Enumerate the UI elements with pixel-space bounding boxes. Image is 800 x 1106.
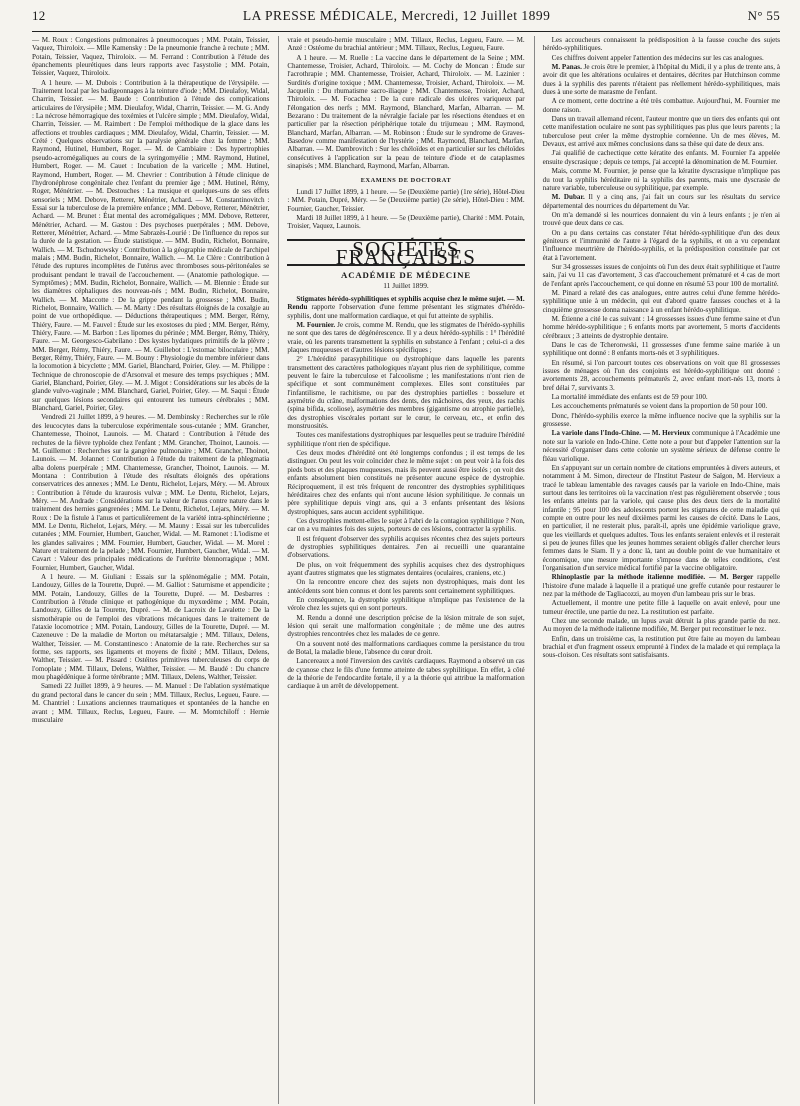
paragraph-text: Je crois être le premier, à l'hôpital du Midi, il y a plus de trente ans, à avoir dit que les altérations oculaires et dentaires, décrites par Hutchinson comme dues à la syphilis des parents n'étaient pas réellement hérédo-syphilitiques, mais dues à une sorte de marasme de l'enfant. bbox=[542, 63, 780, 97]
paragraph: A ce moment, cette doctrine a été très combattue. Aujourd'hui, M. Fournier me donne raison. bbox=[542, 97, 780, 114]
paragraph: M. Pinard a relaté des cas analogues, entre autres celui d'une femme hérédo-syphilitique unie à un médecin, qui eut d'abord quatre fausses couches et à la cinquième grossesse donna naissance à un enfant hérédo-syphilitique. bbox=[542, 288, 780, 314]
paragraph: — M. Roux : Congestions pulmonaires à pneumocoques ; MM. Potain, Teissier, Vaquez, Thiroloix. — Mlle Kamensky : De la pneumonie franche à rechute ; MM. Potain, Teissier, Vaquez, Thiroloix. — M. Ferrand : Contribution à l'étude des épanchements pleurétiques dans leurs rapports avec l'asystolie ; MM. Potain, Teissier, Vaquez, Thiroloix. bbox=[32, 36, 270, 78]
paragraph: M. Rendu a donné une description précise de la lésion mitrale de son sujet, lésion qui serait une malformation congénitale ; de même une des autres dystrophies rencontrées chez les malades de ce genre. bbox=[287, 613, 525, 639]
paragraph-text: rappelle l'histoire d'une malade à laquelle il a pratiqué une greffe cutanée pour restaurer le nez par la méthode de Tagliacozzi, au moyen d'un lambeau pris sur le bras. bbox=[542, 573, 780, 598]
paragraph: En conséquence, la dystrophie syphilitique n'implique pas l'existence de la vérole chez les sujets qui en sont porteurs. bbox=[287, 595, 525, 613]
paragraph: On la rencontre encore chez des sujets non dystrophiques, mais dont les antécédents sont bien connus et dont les parents sont certainement syphilitiques. bbox=[287, 578, 525, 595]
issue-number: N° 55 bbox=[747, 8, 780, 23]
section-title: SOCIÉTÉS FRANÇAISES bbox=[335, 236, 477, 269]
paragraph: Samedi 22 Juillet 1899, à 9 heures. — M. Manuel : De l'ablation systématique du grand pectoral dans le cancer du sein ; MM. Tillaux, Reclus, Legueu, Faure. — M. Chantriel : Luxations anciennes traumatiques et spontanées de la hanche en avant ; MM. Tillaux, Reclus, Legueu, Faure. — M. Momtchiloff : Hernie musculaire bbox=[32, 682, 270, 724]
paragraph: Chez une seconde malade, un lupus avait détruit la plus grande partie du nez. Au moyen de la méthode italienne modifiée, M. Berger put reconstituer le nez. bbox=[542, 617, 780, 634]
speaker-name: M. Dubar. bbox=[551, 193, 585, 202]
exam-section bbox=[287, 177, 524, 231]
paragraph: A 1 heure. — M. Giuliani : Essais sur la splénomégalie ; MM. Potain, Landouzy, Gilles de la Tourette, Dupré. — M. Galliot : Saturnisme et appendicite ; MM. Potain, Landouzy, Gilles de la Tourette, Dupré. — M. Desbarres : Contribution à l'étude clinique et pathogénique du myxœdème ; MM. Potain, Landouzy, Gilles de la Tourette, Dupré. — M. de Lacroix de Lavalette : De la sismothérapie ou de l'emploi des vibrations mécaniques dans le traitement de l'ataxie locomotrice ; MM. Potain, Landouzy, Gilles de la Tourette, Dupré. — M. Cazeneuve : De la maladie de Morton ou métatarsalgie ; MM. Tillaux, Delens, Walther, Teissier. — M. Constantinesco : Anatomie de la rate. Recherches sur sa forme, ses rapports, ses ligaments et moyens de fixité ; MM. Tillaux, Delens, Walther, Teissier. — M. Pissard : Ostéites primitives tuberculeuses du corps de l'omoplate ; MM. Tillaux, Delens, Walther, Teissier. — M. Baudé : Du chancre mou phagédénique à forme térébrante ; MM. Tillaux, Delens, Walther, Teissier. bbox=[32, 573, 270, 682]
paragraph: Les accoucheurs connaissent la prédisposition à la fausse couche des sujets hérédo-syphilitiques. bbox=[542, 36, 780, 53]
speaker-name: — M. Hervieux bbox=[641, 429, 691, 438]
section-heading: EXAMENS DE DOCTORAT bbox=[360, 176, 452, 184]
publication-title: LA PRESSE MÉDICALE, Mercredi, 12 Juillet 1899 bbox=[242, 8, 551, 23]
text-columns bbox=[32, 36, 780, 1104]
paragraph: On a pu dans certains cas constater l'état hérédo-syphilitique d'un des deux géniteurs et l'immunité de l'autre à l'égard de la syphilis, et on a vu cependant l'influence meurtrière de l'hérédo-syphilis, et la prédisposition constituée par cet état à l'avortement. bbox=[542, 228, 780, 262]
paragraph: Les accouchements prématurés se voient dans la proportion de 50 pour 100. bbox=[551, 402, 768, 411]
paragraph: Donc, l'hérédo-syphilis exerce la même influence nocive que la syphilis sur la grossesse. bbox=[542, 411, 780, 429]
speaker-name: M. Panas. bbox=[551, 63, 582, 72]
paragraph bbox=[543, 193, 780, 210]
paragraph: A 1 heure. — M. Ruelle : La vaccine dans le département de la Seine ; MM. Chantemesse, Troisier, Achard, Thiroloix. — M. Cochy de Moncan : Étude sur l'acrothrapie ; MM. Chantemesse, Troisier, Achard, Thiroloix. — M. Lazinier : Surdités d'origine toxique ; MM. Chantemesse, Troisier, Achard, Thiroloix. — M. Jacquelin : Du rhumatisme sacro-iliaque ; MM. Chantemesse, Troisier, Achard, Thiroloix. — M. Focachea : De la cure radicale des ulcères variqueux par l'élongation des nerfs ; MM. Raymond, Blanchard, Marfan, Albarran. — M. Bezarano : Du traitement de la névralgie faciale par les résections étendues et en particulier par la résection périphérique totale du trijumeau ; MM. Raymond, Blanchard, Marfan, Albarran. — M. Robinson : Étude sur le syndrome de Graves-Basedow comme manifestation de l'hystérie ; MM. Raymond, Blanchard, Marfan, Albarran. — M. Dambrovitch : Sur les chéloïdes et en particulier sur les chéloïdes consécutives à l'application sur la peau de teinture d'iode et de cataplasmes sinapisés ; MM. Blanchard, Raymond, Marfan, Albarran. bbox=[287, 53, 525, 171]
paragraph bbox=[543, 429, 780, 462]
section-title-box bbox=[287, 236, 524, 269]
paragraph: Mardi 18 Juillet 1899, à 1 heure. — 5e (Deuxième partie), Charité : MM. Potain, Troisier, Vaquez, Launois. bbox=[287, 213, 525, 231]
column-3 bbox=[534, 36, 780, 1104]
paragraph-text: Je crois, comme M. Rendu, que les stigmates de l'hérédo-syphilis ne sont que des tares de dégénérescence. Il y a deux hérédo-syphilis : 1° l'hérédité vraie, où les parents transmettent la syphilis en substance à l'enfant ; celui-ci a des plaques muqueuses et d'autres lésions spécifiques ; bbox=[287, 320, 525, 354]
column-1 bbox=[32, 36, 269, 1104]
paragraph-text: communique à l'Académie une note sur la variole en Indo-Chine. Cette note a pour but d'appeler l'attention sur la nécessité d'organiser dans cette colonie un système sérieux de défense contre le fléau variolique. bbox=[542, 429, 780, 463]
paragraph: Ces chiffres doivent appeler l'attention des médecins sur les cas analogues. bbox=[551, 53, 764, 62]
paragraph: Actuellement, il montre une petite fille à laquelle on avait enlevé, pour une tumeur érectile, une partie du nez. La restitution est parfaite. bbox=[542, 599, 780, 616]
paragraph: Toutes ces manifestations dystrophiques par lesquelles peut se traduire l'hérédité syphilitique n'ont rien de spécifique. bbox=[287, 431, 525, 448]
page-header bbox=[32, 8, 780, 30]
paragraph: On m'a demandé si les nourrices donnaient du vin à leurs enfants ; je n'en ai trouvé que deux dans ce cas. bbox=[542, 210, 780, 228]
paragraph: Dans le cas de Tcheronwski, 11 grossesses d'une femme saine mariée à un syphilitique ont donné : 8 enfants morts-nés et 3 syphilitiques. bbox=[542, 341, 780, 358]
column-2 bbox=[278, 36, 524, 1104]
academy-heading: ACADÉMIE DE MÉDECINE bbox=[341, 270, 471, 281]
paragraph: De plus, on voit fréquemment des syphilis acquises chez des dystrophiques ayant d'autres stigmates que les stigmates dentaires (oculaires, craniens, etc.) bbox=[287, 560, 525, 577]
paragraph: M. Étienne a cité le cas suivant : 14 grossesses issues d'une femme saine et d'un homme hérédo-syphilitique ; 6 enfants morts par avortement, 5 morts d'accidents cérébraux ; 3 atteints de dystrophie dentaire. bbox=[542, 315, 780, 340]
paragraph: En résumé, si l'on parcourt toutes ces observations on voit que 81 grossesses issues de ménages où l'un des conjoints est hérédo-syphilitique ont donné : avortements 28, accouchements prématurés 2, avec enfant mort-nés 13, morts à bref délai 7, survivants 3. bbox=[542, 358, 780, 392]
paragraph: Dans un travail allemand récent, l'auteur montre que un tiers des enfants qui ont cette manifestation oculaire ne sont pas syphilitiques pas plus que leurs parents ; la tuberculose peut créer la même dystrophie cornéenne. Un de mes élèves, M. Devaux, est arrivé aux mêmes conclusions dans sa thèse qui date de deux ans. bbox=[542, 115, 780, 149]
speaker-name: M. Fournier. bbox=[296, 320, 336, 329]
article-title: Rhinoplastie par la méthode italienne modifiée. bbox=[551, 573, 706, 582]
paragraph bbox=[543, 573, 780, 598]
header-rule bbox=[32, 31, 780, 32]
paragraph-text: Il y a cinq ans, j'ai fait un cours sur les résultats du service départemental des nourrices du département du Var. bbox=[542, 193, 780, 210]
paragraph: vraie et pseudo-hernie musculaire ; MM. Tillaux, Reclus, Legueu, Faure. — M. Anzé : Ostéome du brachial antérieur ; MM. Tillaux, Reclus, Legueu, Faure. bbox=[287, 36, 525, 53]
paragraph: Vendredi 21 Juillet 1899, à 9 heures. — M. Dembinsky : Recherches sur le rôle des leucocytes dans la tuberculose expérimentale sous-cutanée ; MM. Grancher, Chantemesse, Thoinot, Launois. — M. Chatard : Contribution à l'étude des rechutes de la fièvre typhoïde chez l'enfant ; MM. Grancher, Thoinot, Launois. — M. Guillemot : Recherches sur la gangrène pulmonaire ; MM. Grancher, Thoinot, Launois. — M. Jolannet : Contribution à l'étude du traitement de la phlegmatia alba dolens puerpérale ; MM. Chantemesse, Grancher, Thoinot, Launois. — M. Montana : Contribution à l'étude des résultats éloignés des opérations conservatrices des annexes ; MM. Le Dentu, Richelot, Lejars, Méry. — M. Abroux : Contribution à l'étude du kraurosis vulvæ ; MM. Le Dentu, Richelot, Lejars, Méry. — M. Andrade : Considérations sur la valeur de l'anus contre nature dans le traitement des hernies gangrenées ; MM. Le Dentu, Richelot, Lejars, Méry. — M. Roux : De la fistule à l'anus et particulièrement de la variété intra-sphinctérienne ; MM. Le Dentu, Richelot, Lejars, Méry. — M. Mauny : Essai sur les tuberculides cutanées ; MM. Fournier, Humbert, Gaucher, Widal. — M. Ramonet : L'iodisme et les glandes salivaires ; MM. Fournier, Humbert, Gaucher, Widal. — M. Morel : Nature et traitement de la pelade ; MM. Fournier, Humbert, Gaucher, Widal. — M. Cavart : Valeur des principales médications de l'urétrite blennorragique ; MM. Fournier, Humbert, Gaucher, Widal. bbox=[32, 413, 270, 572]
speaker-name: — M. Berger bbox=[705, 573, 754, 582]
paragraph: On a souvent noté des malformations cardiaques comme la persistance du trou de Botal, la maladie bleue, l'absence du cœur droit. bbox=[287, 639, 525, 657]
paragraph: La mortalité immédiate des enfants est de 59 pour 100. bbox=[551, 393, 708, 402]
paragraph: A 1 heure. — M. Dubois : Contribution à la thérapeutique de l'érysipèle. — Traitement local par les badigeonnages à la teinture d'iode ; MM. Dieulafoy, Widal, Charrin, Teissier. — M. Baude : Contribution à l'étude des complications articulaires de l'érysipèle ; MM. Dieulafoy, Widal, Charrin, Teissier. — M. G. Andy : La nécrose hémorragique des toxémies et l'ulcère simple ; MM. Dieulafoy, Widal, Charrin, Teissier. — M. Raimbert : De l'emploi méthodique de la glace dans les affections et troubles cardiaques ; MM. Dieulafoy, Widal, Charrin, Teissier. — M. Crété : Quelques observations sur la paralysie générale chez la femme ; MM. Raymond, Hutinel, Humbert, Roger. — M. de Cambiaire : Des hypertrophies pseudo-acromégaliques au cours de la syringomyélie ; MM. Raymond, Hutinel, Humbert, Roger. — M. Cauet : Incubation de la varicelle ; MM. Hutinel, Raymond, Humbert, Roger. — M. Chevrier : Contribution à l'étude clinique de l'hydronéphrose congénitale chez l'enfant du premier âge ; MM. Hutinel, Rémy, Roger, Ménétrier. — M. Destouches : La musique et quelques-uns de ses effets sensoriels ; MM. Debove, Retterer, Ménétrier, Achard. — M. Constantinovitch : Essai sur la tuberculose de la première enfance ; MM. Debove, Retterer, Ménétrier, Achard. — M. Brunet : État mental des acromégaliques ; MM. Debove, Retterer, Ménétrier, Achard. — M. Gastou : Des psychoses puerpérales ; MM. Debove, Retterer, Ménétrier, Achard. — Mme Sabrazès-Lourié : De l'influence du repos sur la durée de la gestation. — Étude statistique. — MM. Budin, Richelot, Bonnaire, Wallich. — M. Tschudnowsky : Contribution à la géographie médicale de l'archipel malais ; MM. Budin, Richelot, Bonnaire, Wallich. — M. Le Clère : Contribution à l'étude des ruptures incomplètes de l'utérus avec thromboses sous-péritonéales se produisant pendant le travail de l'accouchement. — (Anatomie pathologique. — Symptômes) ; MM. Budin, Richelot, Bonnaire, Wallich. — M. Blennie : Étude sur les diamètres céphaliques des nouveau-nés ; MM. Budin, Richelot, Bonnaire, Wallich. — M. Maccotte : De la grippe pendant la grossesse ; MM. Budin, Richelot, Bonnaire, Wallich. — M. Marty : Des résultats éloignés de la coxalgie au point de vue orthopédique. — Déductions thérapeutiques ; MM. Berger, Rémy, Thiéry, Faure. — M. Fauvel : Étude sur les exostoses du pied ; MM. Berger, Rémy, Thiéry, Faure. — M. Barbon : Les lipomes du périnée ; MM. Berger, Rémy, Thiéry, Faure. — M. Georgesco-Gabrilano : Des kystes hydatiques primitifs de la plèvre ; MM. Berger, Rémy, Thiéry, Faure. — M. Guillebot : L'estomac biloculaire ; MM. Berger, Rémy, Thiéry, Faure. — M. Bouny : Physiologie du membre inférieur dans la locomotion à bicyclette ; MM. Gariel, Blanchard, Poirier, Gley. — M. Philippe : Technique de chronoscopie de d'Arsonval et mesure des temps psychiques ; MM. Gariel, Blanchard, Poirier, Gley. — M. J. Migot : Considérations sur les abcès de la glande vulvo-vaginale ; MM. Blanchard, Gariel, Poirier, Gley. — M. Saqui : Étude sur quelques lésions secondaires qui entourent les tumeurs cérébrales ; MM. Blanchard, Gariel, Poirier, Gley. bbox=[32, 78, 270, 413]
paragraph: Ces deux modes d'hérédité ont été longtemps confondus ; il est temps de les distinguer. On peut les voir coïncider chez le même sujet : on peut voir à la fois des pieds bots et des plaques muqueuses, mais ils peuvent aussi être isolés ; on voit des enfants absolument bien constitués ne présenter aucune espèce de dystrophie. Réciproquement, il est très fréquent de rencontrer des dystrophies syphilitiques héréditaires chez des enfants qui n'ont aucune lésion syphilitique. Je connais un père syphilitique depuis vingt ans, qui a 3 enfants présentant des lésions dystrophiques, sans aucun accident syphilitique. bbox=[287, 449, 525, 516]
speaker-name: — M. Rendu bbox=[287, 294, 525, 312]
paragraph: Ces dystrophies mettent-elles le sujet à l'abri de la contagion syphilitique ? Non, car on a vu maintes fois des sujets, porteurs de ces lésions, contracter la syphilis. bbox=[287, 516, 525, 534]
paragraph: 2° L'hérédité parasyphilitique ou dystrophique dans laquelle les parents transmettent des caractères pathologiques n'ayant plus rien de syphilitique, comme peuvent le faire la tuberculose et l'alcoolisme ; les manifestations n'ont rien de spécifique et sont communément complexes. Elles sont constituées par l'infantilisme, le rachitisme, ou par des dystrophies partielles : bosselure et asymétrie du crâne, malformations des dents, des mâchoires, des yeux, des rachis (spina bifida, scoliose), asymétrie des membres (gigantisme ou atrophie partielle), des dystrophies viscérales portant sur le cœur, le cerveau, etc., et enfin des monstruosités. bbox=[287, 355, 525, 431]
paragraph-text: rapporte l'observation d'une femme présentant les stigmates d'hérédo-syphilis, dont une malformation cardiaque, et qui fut atteinte de syphilis. bbox=[287, 303, 525, 320]
paragraph: Enfin, dans un troisième cas, la restitution put être faite au moyen du lambeau brachial et d'un fragment osseux emprunté à l'index de la malade et qui remplaça la sous-cloison. Ces résultats sont satisfaisants. bbox=[542, 634, 780, 660]
article-title: Stigmates hérédo-syphilitiques et syphilis acquise chez le même sujet. bbox=[296, 294, 506, 303]
paragraph bbox=[543, 63, 780, 96]
paragraph bbox=[287, 295, 524, 320]
paragraph: Mais, comme M. Fournier, je pense que la kératite dyscrasique n'implique pas du tout la syphilis héréditaire ni la syphilis des parents, mais une dyscrasie de nature variable, tuberculeuse ou syphilitique, par exemple. bbox=[542, 167, 780, 192]
paragraph bbox=[287, 321, 524, 354]
paragraph: Sur 34 grossesses issues de conjoints où l'un des deux était syphilitique et l'autre sain, j'ai vu 11 cas d'avortement, 3 cas d'accouchement prématuré et 4 cas de mort de l'enfant après l'accouchement, ce qui donne en résumé 53 pour 100 de mortalité. bbox=[542, 262, 780, 288]
session-date: 11 Juillet 1899. bbox=[383, 280, 429, 290]
paragraph: Il est fréquent d'observer des syphilis acquises récentes chez des sujets porteurs de dystrophies syphilitiques dentaires. J'en ai recueilli une quarantaine d'observations. bbox=[287, 534, 525, 560]
paragraph: J'ai qualifié de cachectique cette kératite des enfants. M. Fournier l'a appelée ensuite dyscrasique ; depuis ce temps, j'ai accepté la dénomination de M. Fournier. bbox=[542, 149, 780, 166]
article-title: La variole dans l'Indo-Chine. bbox=[551, 429, 641, 438]
page-number: 12 bbox=[32, 8, 46, 23]
paragraph: Lundi 17 Juillet 1899, à 1 heure. — 5e (Deuxième partie) (1re série), Hôtel-Dieu : MM. Potain, Dupré, Méry. — 5e (Deuxième partie) (2e série), Hôtel-Dieu : MM. Fournier, Gaucher, Teissier. bbox=[287, 187, 525, 213]
paragraph: Lancereaux a noté l'inversion des cavités cardiaques. Raymond a observé un cas de cyanose chez le fils d'une femme atteinte de tabes syphilitique. En effet, à côté de la théorie de l'endocardite fœtale, il y a la théorie qui attribue la malformation cardiaque à un arrêt de développement. bbox=[287, 657, 525, 691]
paragraph: En s'appuyant sur un certain nombre de citations empruntées à divers auteurs, et notamment à M. Simon, directeur de l'Institut Pasteur de Saïgon, M. Hervieux a tracé le tableau lamentable des ravages causés par la variole en Indo-Chine, mais surtout dans les territoires où la vaccination n'est pas régulièrement observée ; tous les enfants atteints par la variole, qui cause plus des deux tiers de la mortalité infantile ; 95 pour 100 des adolescents portent les stigmates de cette maladie qui compte en outre pour les neuf dixièmes parmi les causes de cécité. Dans le Laos, en particulier, il ne resterait plus, paraît-il, après une épidémie variolique grave, que les vieillards et quelques adultes. Tous les enfants seraient enlevés et il resterait si peu de jeunes filles que les jeunes hommes seraient obligés d'aller chercher leurs femmes dans le Siam. Il y a donc là, tant au double point de vue humanitaire et économique, une mesure importante s'impose dans de telles conditions, c'est l'organisation d'un service médical fortifié par la vaccine obligatoire. bbox=[542, 463, 780, 572]
